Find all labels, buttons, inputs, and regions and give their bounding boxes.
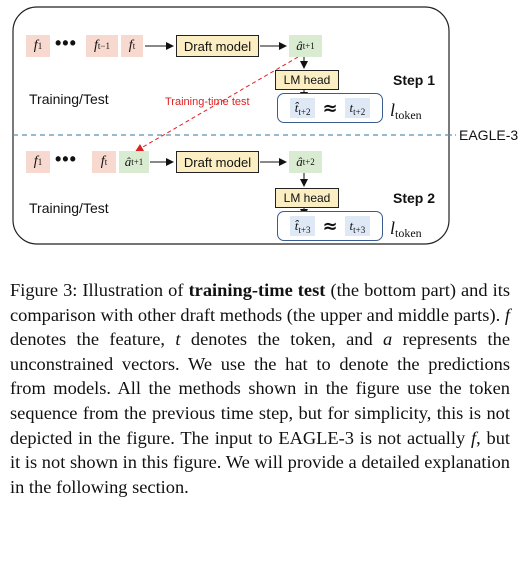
loss-label-row2: $l_{token}$: [390, 218, 422, 240]
draft-model-box-row1: Draft model: [176, 35, 259, 57]
ellipsis-row2: •••: [55, 149, 77, 169]
caption-var-f2: f: [471, 427, 477, 448]
caption-part2: denotes the feature,: [10, 329, 176, 350]
caption-prefix: Figure 3: Illustration of: [10, 280, 189, 300]
feature-ft-row2: f t: [92, 151, 116, 173]
lm-head-box-row2: LM head: [275, 188, 339, 208]
lm-head-box-row1: LM head: [275, 70, 339, 90]
token-compare-box-row2: [277, 211, 383, 241]
caption-part3: denotes the token, and: [180, 329, 384, 350]
diagram-lines: [0, 0, 526, 262]
training-time-test-label: Training-time test: [165, 96, 250, 108]
figure-caption: [10, 278, 510, 499]
training-test-label-row1: Training/Test: [29, 91, 109, 107]
predicted-token-row1: $t̂_{t+2}$: [290, 98, 316, 118]
caption-var-t: t: [175, 329, 181, 350]
caption-part1: (the bottom part) and its comparison with other draft methods (the upper and middle parts).: [10, 280, 511, 325]
caption-var-f: f: [504, 304, 510, 325]
prediction-a-row2: â t+2: [289, 151, 322, 173]
target-token-row1: $t_{t+2}$: [345, 98, 371, 118]
caption-var-a: a: [383, 329, 393, 350]
prediction-a-row1: â t+1: [289, 35, 322, 57]
eagle3-label: EAGLE-3: [459, 127, 519, 143]
feature-f1-row1: f 1: [26, 35, 50, 57]
caption-bold: training-time test: [188, 280, 326, 300]
loss-label-row1: $l_{token}$: [390, 100, 422, 122]
training-test-label-row2: Training/Test: [29, 200, 109, 216]
ellipsis-row1: •••: [55, 33, 77, 53]
token-compare-box-row1: [277, 93, 383, 123]
target-token-row2: $t_{t+3}$: [345, 216, 371, 236]
draft-model-box-row2: Draft model: [176, 151, 259, 173]
predicted-token-row2: $t̂_{t+3}$: [290, 216, 316, 236]
feature-f1-row2: f 1: [26, 151, 50, 173]
feature-ft-row1: f t: [121, 35, 143, 57]
prev-prediction-a-row2: â t+1: [119, 151, 149, 173]
diagram: [0, 0, 526, 262]
approx-symbol-row2: ≈: [322, 215, 338, 237]
caption-part4: represents the unconstrained vectors. We use the hat to denote the predictions from models. All the methods shown in the figure use the token sequence from the previous time step, but for simplicity, this is not depicted in the figure. The input to EAGLE-3 is not actually: [10, 329, 511, 448]
feature-ftm1-row1: f t−1: [86, 35, 118, 57]
approx-symbol-row1: ≈: [322, 97, 338, 119]
step-1-label: Step 1: [393, 72, 436, 88]
step-2-label: Step 2: [393, 190, 436, 206]
caption-part5: , but it is not shown in this figure. We will provide a detailed explanation in the following section.: [10, 427, 510, 497]
